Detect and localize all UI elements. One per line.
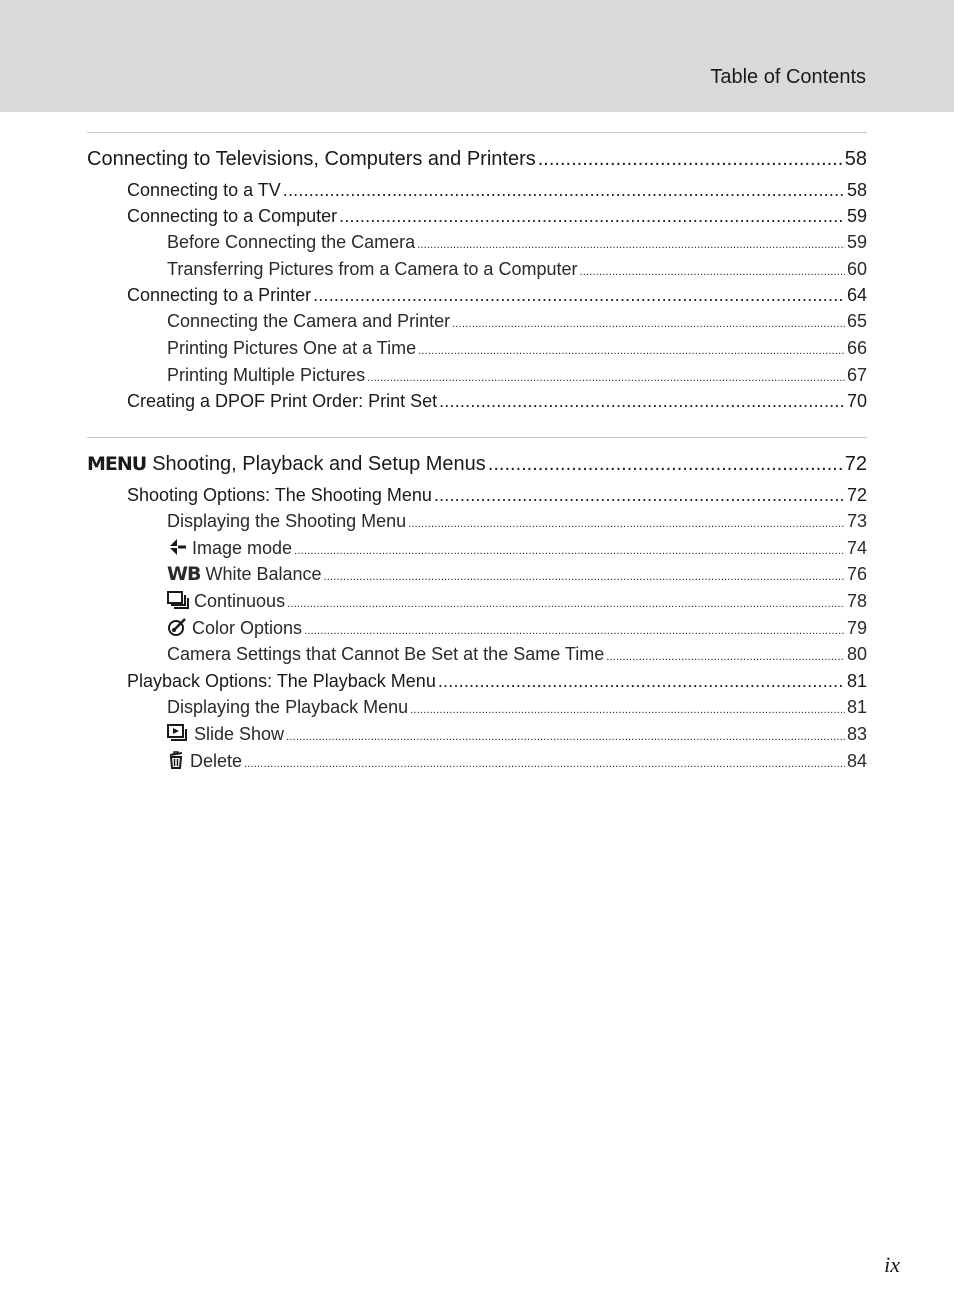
toc-page-number: 58 — [846, 180, 867, 200]
dot-leader — [538, 143, 843, 175]
toc-entry-label: Delete — [190, 750, 243, 771]
toc-subentry[interactable] — [87, 641, 867, 668]
toc-page-number: 74 — [846, 537, 867, 558]
toc-entry-label: Camera Settings that Cannot Be Set at the Same Time — [167, 644, 605, 665]
toc-page-number: 70 — [846, 391, 867, 412]
toc-entry-label: Playback Options: The Playback Menu — [127, 671, 436, 692]
toc-entry-label: Displaying the Playback Menu — [167, 697, 409, 718]
toc-page-number: 84 — [846, 750, 867, 771]
dot-leader — [283, 177, 845, 203]
delete-icon — [167, 751, 185, 769]
dot-leader — [324, 564, 845, 591]
toc-entry-label: Creating a DPOF Print Order: Print Set — [127, 391, 438, 412]
dot-leader — [434, 482, 845, 508]
dot-leader — [408, 511, 845, 538]
toc-subentry[interactable] — [87, 362, 867, 389]
dot-leader — [606, 644, 845, 671]
toc-subentry[interactable] — [87, 535, 867, 562]
toc-entry-label: Image mode — [192, 537, 293, 558]
toc-subentry[interactable] — [87, 588, 867, 615]
toc-subentry[interactable] — [87, 721, 867, 748]
toc-subentry[interactable] — [87, 256, 867, 283]
dot-leader — [313, 282, 845, 308]
dot-leader — [418, 338, 845, 365]
menu-icon: MENU — [87, 453, 147, 475]
toc-page-number: 76 — [846, 564, 867, 585]
dot-leader — [439, 388, 845, 414]
toc-entry-label: Transferring Pictures from a Camera to a Computer — [167, 258, 578, 279]
toc-page-number: 59 — [846, 232, 867, 252]
toc-entry-label: Continuous — [194, 591, 286, 612]
toc-page-number: 60 — [846, 258, 867, 279]
dot-leader — [438, 668, 845, 694]
toc-entry[interactable] — [87, 282, 867, 308]
toc-subentry[interactable] — [87, 335, 867, 362]
dot-leader — [579, 259, 844, 286]
dot-leader — [304, 618, 845, 645]
toc-entry-label: Before Connecting the Camera — [167, 232, 416, 252]
toc-entry-label: Shooting Options: The Shooting Menu — [127, 485, 432, 505]
section-divider — [87, 132, 867, 133]
image-mode-icon — [167, 538, 187, 556]
dot-leader — [286, 724, 845, 751]
toc-chapter-menus[interactable] — [87, 448, 867, 480]
toc-chapter-connecting[interactable] — [87, 143, 867, 175]
toc-entry[interactable] — [87, 668, 867, 694]
toc-entry[interactable] — [87, 388, 867, 414]
dot-leader — [244, 751, 845, 778]
toc-entry-label: Connecting to a Printer — [127, 285, 312, 306]
slide-show-icon — [167, 724, 189, 742]
section-divider — [87, 437, 867, 438]
toc-subentry[interactable] — [87, 561, 867, 588]
toc-subentry[interactable] — [87, 748, 867, 775]
toc-entry-label: Slide Show — [194, 723, 285, 744]
header-band — [0, 0, 954, 112]
toc-chapter-title: Connecting to Televisions, Computers and Printers — [87, 148, 536, 170]
toc-entry-label: Color Options — [192, 617, 303, 638]
toc-page-number: 72 — [844, 453, 867, 475]
continuous-icon — [167, 591, 189, 609]
toc-page-number: 80 — [846, 644, 867, 665]
toc-entry[interactable] — [87, 482, 867, 508]
dot-leader — [410, 697, 845, 724]
toc-page-number: 78 — [846, 591, 867, 612]
toc-page-number: 64 — [846, 285, 867, 306]
toc-page-number: 66 — [846, 338, 867, 359]
page-number: ix — [884, 1252, 900, 1277]
toc-entry-label: Displaying the Shooting Menu — [167, 511, 407, 531]
toc-entry[interactable] — [87, 203, 867, 229]
toc-page-number: 83 — [846, 723, 867, 744]
toc-entry-label: Printing Multiple Pictures — [167, 364, 366, 385]
toc-page-number: 81 — [846, 671, 867, 692]
dot-leader — [488, 448, 843, 480]
toc-entry[interactable] — [87, 177, 867, 203]
page-header-title: Table of Contents — [710, 66, 866, 88]
color-options-icon — [167, 618, 187, 636]
dot-leader — [417, 232, 845, 259]
toc-page-number: 73 — [846, 511, 867, 531]
toc-subentry[interactable] — [87, 229, 867, 256]
toc-page-number: 58 — [844, 148, 867, 170]
toc-entry-label: Connecting to a TV — [127, 180, 281, 200]
toc-entry-label: Connecting to a Computer — [127, 206, 338, 226]
toc-page-number: 81 — [846, 697, 867, 718]
toc-subentry[interactable] — [87, 308, 867, 335]
toc-subentry[interactable] — [87, 694, 867, 721]
toc-page-number: 72 — [846, 485, 867, 505]
toc-page-number: 65 — [846, 311, 867, 332]
toc-chapter-title: Shooting, Playback and Setup Menus — [152, 453, 486, 475]
toc-entry-label: Connecting the Camera and Printer — [167, 311, 451, 332]
dot-leader — [339, 203, 845, 229]
dot-leader — [367, 365, 845, 392]
toc-entry-label: White Balance — [205, 564, 322, 585]
toc-page-number: 67 — [846, 364, 867, 385]
dot-leader — [287, 591, 845, 618]
toc-section-connecting — [87, 132, 867, 414]
toc-entry-label: Printing Pictures One at a Time — [167, 338, 417, 359]
toc-page-number: 79 — [846, 617, 867, 638]
toc-section-menus — [87, 437, 867, 774]
dot-leader — [452, 311, 845, 338]
toc-subentry[interactable] — [87, 615, 867, 642]
white-balance-icon: WB — [167, 563, 201, 586]
toc-page-number: 59 — [846, 206, 867, 226]
toc-subentry[interactable] — [87, 508, 867, 535]
dot-leader — [294, 538, 845, 565]
